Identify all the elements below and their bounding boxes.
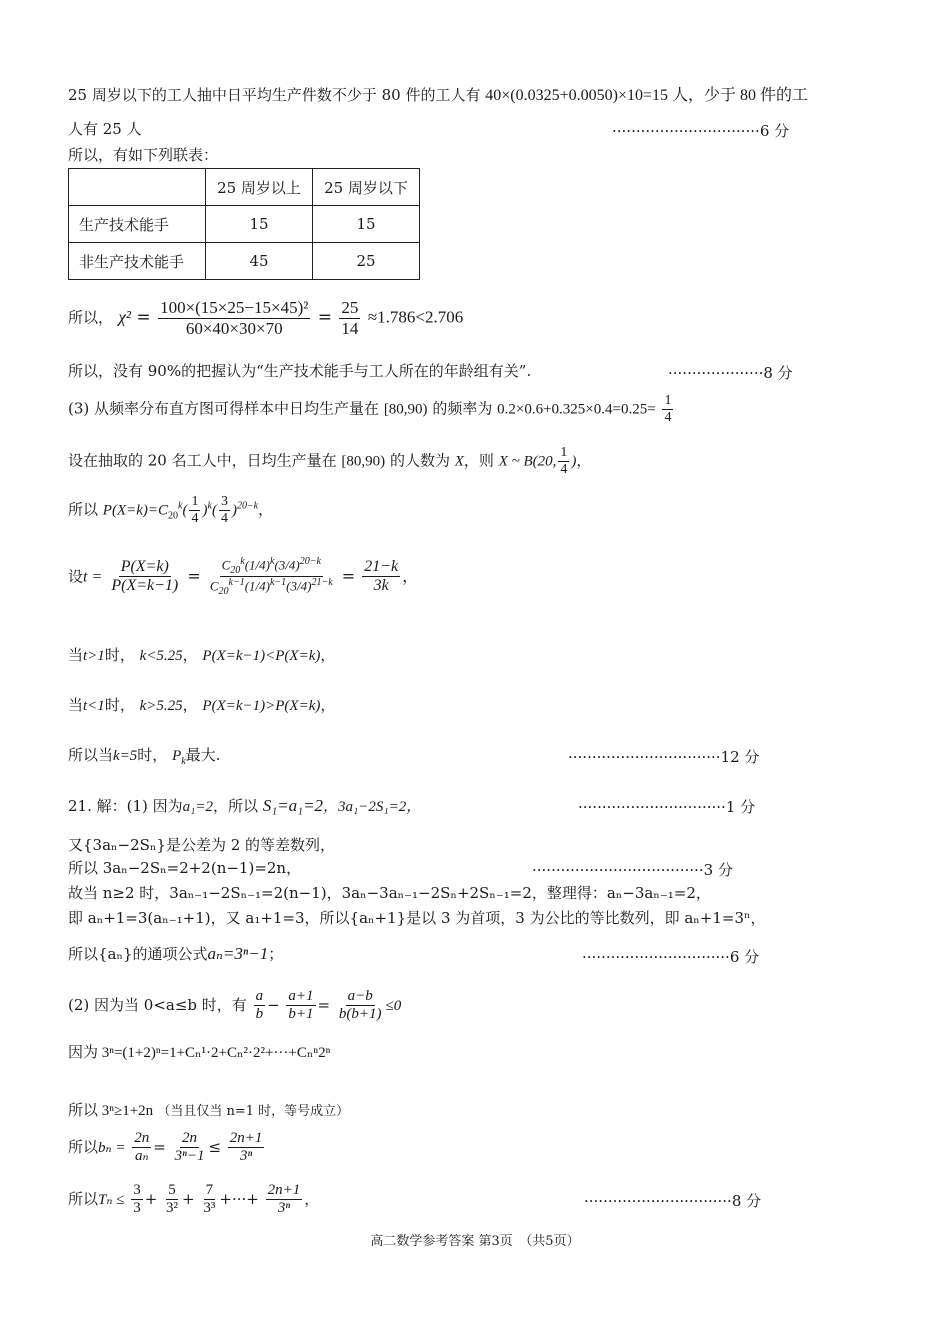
page-footer: 高二数学参考答案 第3页 （共5页）: [370, 1234, 580, 1249]
table-cell: [69, 169, 206, 206]
contingency-table: [68, 168, 420, 280]
text-line: 25 周岁以下的工人抽中日平均生产件数不少于 80 件的工人有 40×(0.0325+0.0050)×10=15 人，少于 80 件的工: [68, 86, 809, 104]
table-row-label: 生产技术能手: [69, 206, 206, 243]
text-line: 所以 3ⁿ≥1+2n （当且仅当 n=1 时，等号成立）: [68, 1103, 350, 1119]
text-line: 所以 $P(X=k)=C_{20}^k$( $\frac{1}{4}$ )$^k$( $\frac{3}{4}$ )$^{20-k}$，: [68, 494, 274, 527]
text-line: 所以bₙ = $\frac{2n}{\text{aₙ}}$ = $\frac{2n}{\text{3ⁿ−1}}$ ≤ $\frac{2n+1}{\text{3ⁿ}}$: [68, 1130, 263, 1165]
table-cell: 15: [313, 206, 420, 243]
table-cell: 45: [206, 243, 313, 280]
score-marker: ·······························6 分: [612, 122, 790, 140]
text-line: 故当 n≥2 时，3aₙ₋₁−2Sₙ₋₁=2(n−1)，3aₙ−3aₙ₋₁−2Sₙ+2Sₙ₋₁=2，整理得：aₙ−3aₙ₋₁=2，: [68, 884, 711, 902]
text-line: (3) 从频率分布直方图可得样本中日均生产量在 [80,90) 的频率为 0.2×0.6+0.325×0.4=0.25= $\frac{1}{4}$: [68, 393, 672, 426]
text-line: 因为 3ⁿ=(1+2)ⁿ=1+Cₙ¹·2+Cₙ²·2²+···+Cₙⁿ2ⁿ: [68, 1045, 331, 1061]
text-line: 所以 3aₙ−2Sₙ=2+2(n−1)=2n，: [68, 859, 302, 877]
text-line: 所以当k=5时， $P_k$最大.: [68, 746, 221, 767]
table-row-label: 非生产技术能手: [69, 243, 206, 280]
text-line: 当t>1时， k<5.25， P(X=k−1)<P(X=k)，: [68, 646, 336, 664]
score-marker: ····················8 分: [668, 364, 793, 382]
text-line: 21. 解：(1) 因为a₁=2，所以 S₁=a₁=2，3a₁−2S₁=2，: [68, 796, 422, 815]
score-marker: ·······························1 分: [578, 798, 756, 816]
text-line: 所以{aₙ}的通项公式aₙ=3ⁿ−1；: [68, 944, 284, 963]
table-row: [69, 243, 420, 280]
score-marker: ·······························8 分: [584, 1192, 762, 1210]
table-header-row: [69, 169, 420, 206]
text-line: 设在抽取的 20 名工人中，日均生产量在 [80,90) 的人数为 X，则 X ~ B(20, $\frac{1}{4}$ )，: [68, 445, 592, 478]
table-cell: 25: [313, 243, 420, 280]
text-line: 又{3aₙ−2Sₙ}是公差为 2 的等差数列，: [68, 836, 336, 854]
score-marker: ·······························6 分: [582, 948, 760, 966]
ratio-formula: 设t = $\frac{P(X=k)}{P(X=k-1)}$ = $\frac{C_{20}^k(1/4)^k(3/4)^{20-k}}{C_{20}^{k-1}(1/4)^{k-1}(3/4)^{21-k}}$ = $\frac{21-k}{3k}$ ，: [68, 556, 419, 598]
text-line: 所以Tₙ ≤ $\frac{3}{3}$ + $\frac{5}{\text{3²}}$ + $\frac{7}{\text{3³}}$ +···+ $\frac{2n+1}{\text{3ⁿ}}$ ，: [68, 1182, 320, 1217]
text-line: 当t<1时， k>5.25， P(X=k−1)>P(X=k)，: [68, 696, 336, 714]
table-cell: 15: [206, 206, 313, 243]
score-marker: ····································3 分: [532, 861, 733, 879]
text-line: 所以，没有 90%的把握认为“生产技术能手与工人所在的年龄组有关”.: [68, 362, 532, 380]
table-header: 25 周岁以上: [206, 169, 313, 206]
text-line: 即 aₙ+1=3(aₙ₋₁+1)，又 a₁+1=3，所以{aₙ+1}是以 3 为首项，3 为公比的等比数列，即 aₙ+1=3ⁿ，: [68, 909, 766, 927]
table-header: 25 周岁以下: [313, 169, 420, 206]
score-marker: ································12 分: [568, 748, 760, 766]
table-row: [69, 206, 420, 243]
chi-square-formula: 所以， χ² = $\frac{\text{100×(15×25−15×45)²}}{60\times 40\times 30\times 70}$ = $\frac{25}{14}$ ≈1.786<2.706: [68, 298, 464, 338]
text-line: 所以，有如下列联表：: [68, 146, 219, 164]
text-line: (2) 因为当 0<a≤b 时，有 $\frac{a}{b}$ − $\frac{a+1}{b+1}$ = $\frac{a-b}{b(b+1)}$ ≤0: [68, 988, 402, 1023]
text-line: 人有 25 人: [68, 120, 142, 138]
